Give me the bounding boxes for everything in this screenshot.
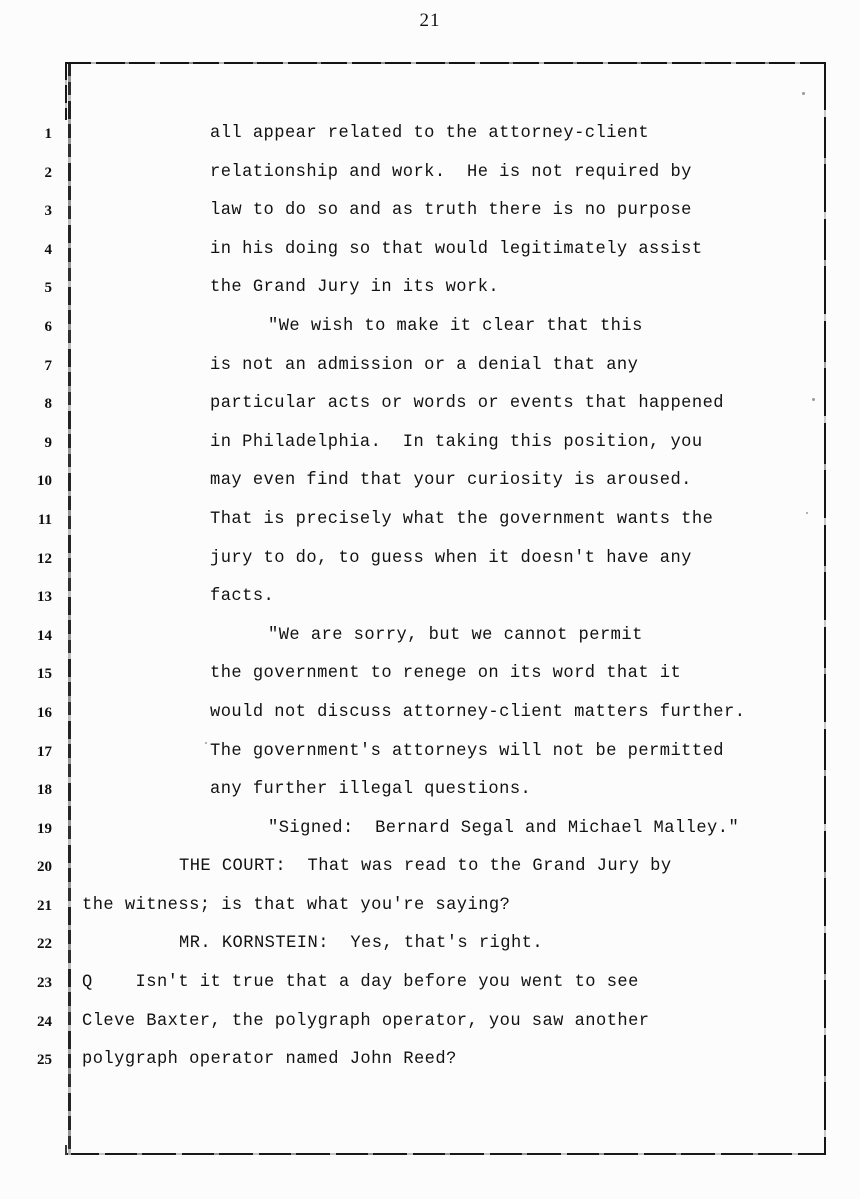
transcript-line [0,510,860,549]
line-text: would not discuss attorney-client matters further. [210,702,746,722]
line-number: 5 [44,280,52,297]
line-text: facts. [210,587,275,607]
transcript-line [0,973,860,1012]
line-number: 13 [37,589,52,606]
transcript-line [0,780,860,819]
line-number: 1 [44,126,52,142]
line-text: polygraph operator named John Reed? [82,1050,457,1070]
line-text: is not an admission or a denial that any [210,355,639,375]
line-number: 11 [37,511,52,528]
line-text: "We wish to make it clear that this [268,316,643,336]
transcript-line [0,433,860,472]
line-number: 9 [44,434,52,451]
border-left-edge-bottom [65,1145,67,1155]
line-number: 20 [37,859,52,876]
line-text: in Philadelphia. In taking this position, you [210,432,703,452]
line-text: the Grand Jury in its work. [210,278,500,298]
line-number: 16 [37,704,52,721]
transcript-line [0,1012,860,1051]
line-text: "We are sorry, but we cannot permit [268,625,643,645]
line-text: particular acts or words or events that happened [210,394,724,414]
line-text: The government's attorneys will not be permitted [210,741,724,761]
line-number: 2 [44,164,52,181]
line-number: 3 [44,203,52,220]
transcript-line [0,819,860,858]
page-number: 21 [419,10,441,31]
transcript-line [0,1050,860,1089]
transcript-line [0,742,860,781]
line-text: MR. KORNSTEIN: Yes, that's right. [179,934,544,954]
line-number: 7 [44,357,52,374]
line-number: 12 [37,550,52,567]
line-number: 8 [44,396,52,413]
transcript-line [0,857,860,896]
line-text: THE COURT: That was read to the Grand Jury by [179,857,672,877]
transcript-line [0,587,860,626]
transcript-line [0,278,860,317]
line-number: 10 [37,473,52,490]
line-text: Q Isn't it true that a day before you went to see [82,973,639,993]
transcript-line [0,626,860,665]
transcript-line [0,356,860,395]
transcript-line [0,240,860,279]
line-number: 24 [37,1013,52,1030]
line-number: 6 [44,318,52,335]
transcript-line [0,664,860,703]
transcript-line [0,934,860,973]
scan-speck [802,92,805,95]
line-number: 23 [37,975,52,992]
border-left-edge-top [65,62,67,120]
transcript-line [0,703,860,742]
line-number: 14 [37,627,52,644]
line-number: 17 [37,743,52,760]
border-bottom-edge [65,1153,826,1155]
line-number: 25 [37,1052,52,1069]
transcript-body [0,124,860,1089]
line-number: 21 [37,897,52,914]
line-text: may even find that your curiosity is aroused. [210,471,692,491]
line-text: any further illegal questions. [210,780,532,800]
line-text: all appear related to the attorney-client [210,124,650,143]
line-number: 4 [44,241,52,258]
line-number: 22 [37,936,52,953]
transcript-line [0,471,860,510]
transcript-line [0,394,860,433]
line-text: the witness; is that what you're saying? [82,895,511,915]
line-number: 18 [37,782,52,799]
border-top-edge [65,62,826,64]
line-text: the government to renege on its word that it [210,664,682,684]
line-number: 19 [37,820,52,837]
transcript-line [0,896,860,935]
line-text: jury to do, to guess when it doesn't have any [210,548,692,568]
line-text: Cleve Baxter, the polygraph operator, you saw another [82,1011,650,1031]
line-number: 15 [37,666,52,683]
line-text: in his doing so that would legitimately assist [210,239,703,259]
line-text: "Signed: Bernard Segal and Michael Malley." [268,818,740,838]
transcript-line [0,201,860,240]
line-text: relationship and work. He is not required by [210,162,692,182]
transcript-line [0,163,860,202]
transcript-line [0,124,860,163]
transcript-line [0,549,860,588]
line-text: That is precisely what the government wants the [210,509,714,529]
transcript-line [0,317,860,356]
line-text: law to do so and as truth there is no purpose [210,201,692,221]
